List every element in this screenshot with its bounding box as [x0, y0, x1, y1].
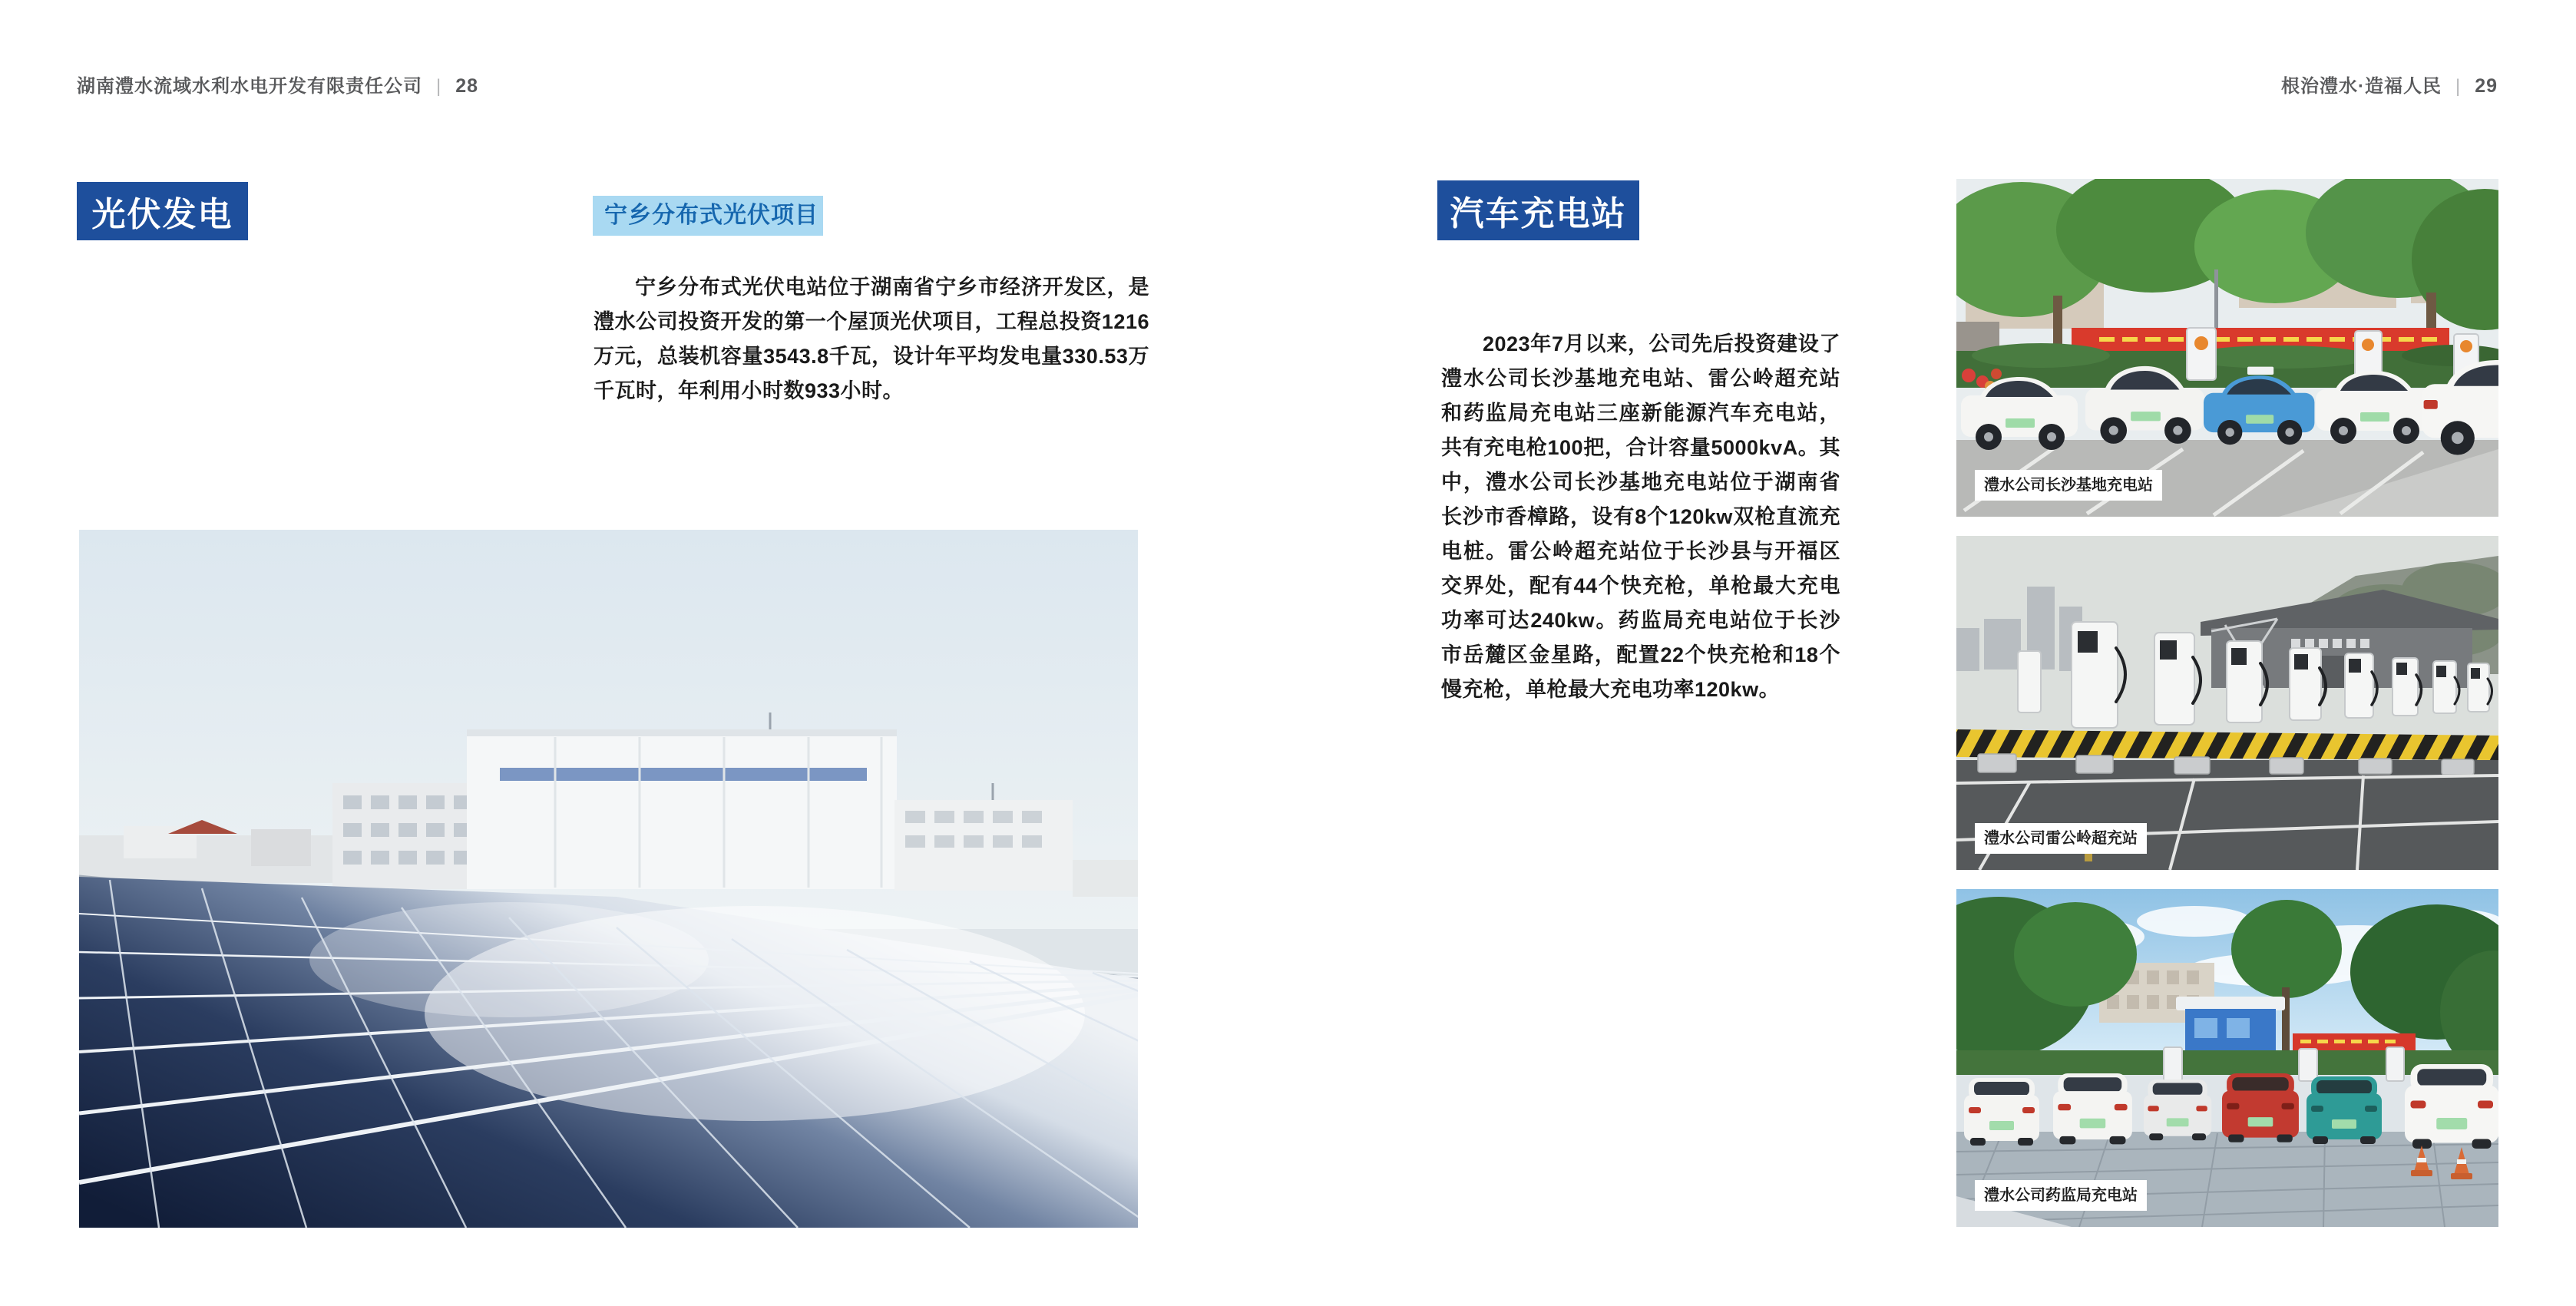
section-title-solar	[77, 182, 248, 240]
yaojianju-station-photo	[1956, 889, 2498, 1227]
company-name: 湖南澧水流域水利水电开发有限责任公司	[77, 76, 422, 97]
page-number-right: 29	[2475, 75, 2498, 97]
section-title-charging	[1437, 180, 1639, 240]
solar-project-paragraph: 宁乡分布式光伏电站位于湖南省宁乡市经济开发区，是澧水公司投资开发的第一个屋顶光伏项目，工程总投资1216万元，总装机容量3543.8千瓦，设计年平均发电量330.53万千瓦时，年利用小时数933小时。	[594, 276, 1149, 402]
right-page-header	[2281, 71, 2498, 98]
left-page-header	[77, 71, 478, 98]
photo-caption-yaojianju: 澧水公司药监局充电站	[1975, 1180, 2147, 1211]
parking-lot-photo-graphic	[1956, 179, 2498, 517]
header-separator-right: |	[2455, 76, 2462, 97]
page-number-left: 28	[455, 75, 479, 97]
slogan-text: 根治澧水·造福人民	[2280, 76, 2442, 97]
section-title-charging-text: 汽车充电站	[1450, 195, 1627, 233]
changsha-base-station-photo	[1956, 179, 2498, 517]
leigongling-station-photo	[1956, 536, 2498, 870]
supercharger-photo-graphic	[1956, 536, 2498, 870]
photo-caption-leigongling: 澧水公司雷公岭超充站	[1975, 823, 2147, 854]
header-separator-left: |	[436, 76, 442, 97]
solar-photo-graphic	[79, 530, 1138, 1228]
photo-caption-changsha: 澧水公司长沙基地充电站	[1975, 470, 2162, 501]
subsection-title-text: 宁乡分布式光伏项目	[604, 203, 818, 228]
charging-stations-paragraph: 2023年7月以来，公司先后投资建设了澧水公司长沙基地充电站、雷公岭超充站和药监局充电站三座新能源汽车充电站，共有充电枪100把，合计容量5000kvA。其中，澧水公司长沙基地充电站位于湖南省长沙市香樟路，设有8个120kw双枪直流充电桩。雷公岭超充站位于长沙县与开福区交界处，配有44个快充枪，单枪最大充电功率可达240kw。药监局充电站位于长沙市岳麓区金星路，配置22个快充枪和18个慢充枪，单枪最大充电功率120kw。	[1441, 332, 1840, 701]
rooftop-solar-panels-photo	[79, 530, 1138, 1228]
section-title-solar-text: 光伏发电	[91, 196, 233, 233]
solar-panel-field	[79, 877, 1138, 1228]
subsection-title-ningxiang	[593, 196, 823, 236]
station-photo-graphic	[1956, 889, 2498, 1227]
